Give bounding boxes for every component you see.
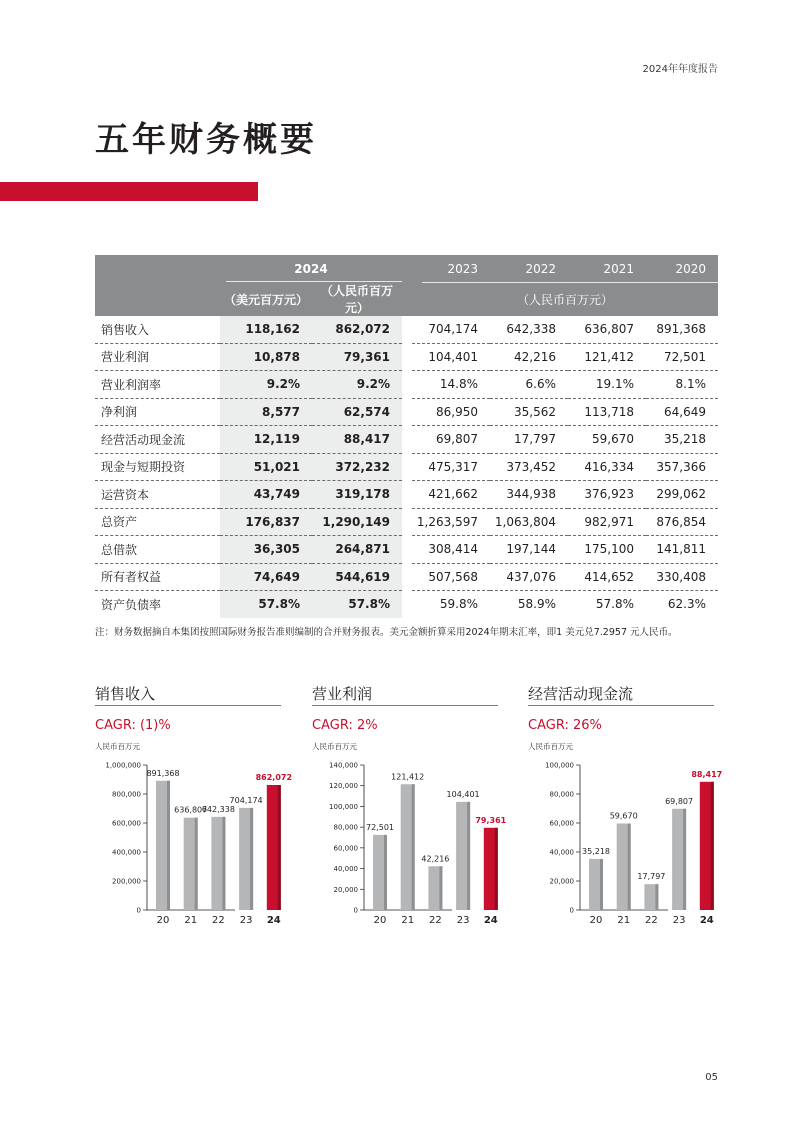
value-2022: 437,076: [490, 563, 568, 591]
chart-unit: 人民币百万元: [528, 742, 573, 751]
y-tick-label: 600,000: [112, 819, 141, 828]
value-2021: 416,334: [568, 453, 646, 481]
header-blank-2: [95, 282, 220, 316]
five-year-financial-table: [95, 255, 718, 618]
header-blank: [95, 255, 220, 282]
value-2021: 636,807: [568, 316, 646, 343]
y-tick-label: 400,000: [112, 848, 141, 857]
row-label: 运营资本: [95, 481, 220, 509]
bar-shade: [384, 835, 387, 910]
row-label: 营业利润: [95, 343, 220, 371]
y-tick-label: 100,000: [329, 802, 358, 811]
chart-cagr: CAGR: (1)%: [95, 718, 171, 733]
value-2023: 421,662: [412, 481, 490, 509]
data-label: 121,412: [391, 772, 425, 782]
value-2021: 57.8%: [595, 597, 634, 612]
value-2022: 1,063,804: [490, 508, 568, 536]
bar-shade: [250, 808, 253, 910]
table-row: [95, 316, 718, 343]
value-2024-usd: 43,749: [220, 481, 312, 509]
value-2020: 8.1%: [646, 371, 718, 399]
data-label: 642,338: [201, 804, 235, 814]
header-gap-2: [402, 282, 412, 316]
bar-shade: [412, 784, 415, 910]
value-2024-usd: 10,878: [220, 343, 312, 371]
gap: [402, 481, 412, 509]
value-2022: 197,144: [490, 536, 568, 564]
y-tick-label: 200,000: [112, 877, 141, 886]
data-label: 17,797: [637, 872, 666, 882]
value-2024-rmb: 544,619: [312, 563, 402, 591]
value-2020: 141,811: [646, 536, 718, 564]
row-label: 资产负债率: [101, 597, 162, 612]
x-tick-label: 24: [699, 915, 714, 926]
y-tick-label: 20,000: [333, 885, 358, 894]
value-2024-usd: 51,021: [220, 453, 312, 481]
chart-title: 销售收入: [95, 685, 156, 703]
data-label: 636,807: [174, 805, 208, 815]
data-label: 862,072: [255, 772, 293, 782]
gap: [402, 343, 412, 371]
y-tick-label: 80,000: [333, 823, 358, 832]
y-tick-label: 80,000: [549, 790, 574, 799]
value-2024-rmb: 372,232: [312, 453, 402, 481]
gap: [402, 591, 412, 618]
bar-shade: [195, 818, 198, 910]
data-label: 704,174: [229, 795, 263, 805]
value-2020: 330,408: [646, 563, 718, 591]
bar-shade: [600, 859, 603, 910]
value-2024-usd: 74,649: [220, 563, 312, 591]
value-2024-usd: 57.8%: [220, 591, 312, 618]
table-row: [95, 426, 718, 454]
chart-divider: [312, 705, 498, 706]
y-tick-label: 100,000: [545, 761, 574, 770]
value-2023: 104,401: [412, 343, 490, 371]
header-gap: [402, 255, 412, 282]
chart-cagr: CAGR: 2%: [312, 718, 378, 733]
value-2022: 58.9%: [517, 597, 556, 612]
bar-shade: [711, 782, 714, 910]
row-label: 所有者权益: [95, 563, 220, 591]
value-2024-usd: 118,162: [220, 316, 312, 343]
data-label: 88,417: [691, 769, 723, 779]
value-2021: 59,670: [568, 426, 646, 454]
col-header-2021: 2021: [568, 255, 646, 282]
col-header-2020: 2020: [646, 255, 718, 282]
col-header-2022: 2022: [490, 255, 568, 282]
value-2024-rmb: 62,574: [312, 398, 402, 426]
chart-operating-profit: [312, 683, 507, 926]
value-2024-usd: 8,577: [220, 398, 312, 426]
unit-rmb-other-years: （人民币百万元）: [412, 282, 718, 316]
value-2020: 35,218: [646, 426, 718, 454]
chart-operating-cash-flow: [528, 683, 723, 926]
value-2021: 376,923: [568, 481, 646, 509]
value-2020: 72,501: [646, 343, 718, 371]
chart-plot: [95, 753, 293, 933]
value-2024-usd: 9.2%: [220, 371, 312, 399]
chart-title: 营业利润: [312, 685, 373, 703]
value-2022: 17,797: [490, 426, 568, 454]
gap: [402, 426, 412, 454]
y-tick-label: 1,000,000: [105, 761, 141, 770]
data-label: 104,401: [446, 789, 480, 799]
bar-shade: [628, 823, 631, 910]
y-tick-label: 0: [353, 906, 358, 915]
y-tick-label: 120,000: [329, 782, 358, 791]
x-tick-label: 23: [672, 915, 686, 926]
y-tick-label: 60,000: [549, 819, 574, 828]
value-2022: 6.6%: [490, 371, 568, 399]
table-row: [95, 508, 718, 536]
row-label: 营业利润率: [95, 371, 220, 399]
bar-shade: [167, 781, 170, 910]
value-2021: 175,100: [568, 536, 646, 564]
gap: [402, 453, 412, 481]
chart-sales-revenue: [95, 683, 293, 926]
gap: [402, 316, 412, 343]
value-2020: 299,062: [646, 481, 718, 509]
row-label: 总借款: [95, 536, 220, 564]
gap: [402, 536, 412, 564]
unit-rmb: （人民币百万元）: [312, 282, 402, 316]
row-label: 经营活动现金流: [95, 426, 220, 454]
value-2024-rmb: 264,871: [312, 536, 402, 564]
row-label: 总资产: [95, 508, 220, 536]
value-2021: 19.1%: [568, 371, 646, 399]
value-2024-rmb: 88,417: [312, 426, 402, 454]
value-2021: 414,652: [568, 563, 646, 591]
x-tick-label: 23: [239, 915, 253, 926]
chart-title: 经营活动现金流: [528, 685, 634, 703]
chart-plot: [312, 753, 507, 933]
bar-shade: [439, 866, 442, 910]
chart-unit: 人民币百万元: [95, 742, 140, 751]
value-2024-rmb: 862,072: [312, 316, 402, 343]
bar-shade: [495, 828, 498, 910]
value-2022: 373,452: [490, 453, 568, 481]
x-tick-label: 24: [266, 915, 281, 926]
gap: [402, 398, 412, 426]
data-label: 72,501: [366, 822, 394, 832]
value-2024-rmb: 319,178: [312, 481, 402, 509]
value-2022: 35,562: [490, 398, 568, 426]
table-row: [95, 591, 718, 618]
chart-divider: [528, 705, 714, 706]
chart-divider: [95, 705, 281, 706]
value-2024-rmb: 1,290,149: [312, 508, 402, 536]
value-2023: 475,317: [412, 453, 490, 481]
value-2023: 308,414: [412, 536, 490, 564]
y-tick-label: 40,000: [549, 848, 574, 857]
data-label: 69,807: [665, 796, 694, 806]
x-tick-label: 20: [373, 915, 387, 926]
value-2024-rmb: 9.2%: [312, 371, 402, 399]
value-2024-usd: 36,305: [220, 536, 312, 564]
value-2024-rmb: 79,361: [312, 343, 402, 371]
page-title: 五年财务概要: [95, 120, 317, 160]
value-2023: 1,263,597: [412, 508, 490, 536]
footnote: 注：财务数据摘自本集团按照国际财务报告准则编制的合并财务报表。美元金额折算采用2024年期末汇率，即1 美元兑7.2957 元人民币。: [95, 627, 678, 638]
value-2021: 121,412: [568, 343, 646, 371]
chart-unit: 人民币百万元: [312, 742, 357, 751]
y-tick-label: 800,000: [112, 790, 141, 799]
value-2024-usd: 176,837: [220, 508, 312, 536]
gap: [402, 371, 412, 399]
bar-shade: [278, 785, 281, 910]
table-row: [95, 343, 718, 371]
gap: [402, 508, 412, 536]
row-label: 现金与短期投资: [95, 453, 220, 481]
value-2023: 704,174: [412, 316, 490, 343]
unit-usd: （美元百万元）: [220, 282, 312, 316]
y-tick-label: 0: [136, 906, 141, 915]
x-tick-label: 20: [156, 915, 170, 926]
value-2024-usd: 12,119: [220, 426, 312, 454]
value-2020: 357,366: [646, 453, 718, 481]
col-header-2023: 2023: [412, 255, 490, 282]
value-2023: 69,807: [412, 426, 490, 454]
chart-cagr: CAGR: 26%: [528, 718, 602, 733]
y-tick-label: 40,000: [333, 865, 358, 874]
value-2022: 42,216: [490, 343, 568, 371]
title-accent-band: [0, 182, 258, 201]
value-2023: 507,568: [412, 563, 490, 591]
bar-shade: [683, 809, 686, 910]
value-2024-rmb: 57.8%: [312, 591, 402, 618]
data-label: 35,218: [582, 846, 610, 856]
y-tick-label: 60,000: [333, 844, 358, 853]
data-label: 891,368: [146, 768, 180, 778]
value-2023: 86,950: [412, 398, 490, 426]
row-label: 净利润: [95, 398, 220, 426]
y-tick-label: 0: [569, 906, 574, 915]
x-tick-label: 21: [401, 915, 415, 926]
x-tick-label: 23: [456, 915, 470, 926]
chart-plot: [528, 753, 723, 933]
data-label: 59,670: [609, 811, 638, 821]
data-label: 79,361: [475, 815, 507, 825]
table-row: [95, 536, 718, 564]
y-tick-label: 140,000: [329, 761, 358, 770]
table-row: [95, 371, 718, 399]
page-number: 05: [705, 1072, 718, 1083]
value-2020: 891,368: [646, 316, 718, 343]
bar-shade: [222, 817, 225, 910]
x-tick-label: 22: [429, 915, 442, 926]
bar-shade: [467, 802, 470, 910]
bar-shade: [655, 884, 658, 910]
value-2022: 642,338: [490, 316, 568, 343]
value-2021: 113,718: [568, 398, 646, 426]
table-row: [95, 398, 718, 426]
gap: [402, 563, 412, 591]
value-2021: 982,971: [568, 508, 646, 536]
value-2023: 14.8%: [412, 371, 490, 399]
data-label: 42,216: [421, 854, 450, 864]
value-2022: 344,938: [490, 481, 568, 509]
x-tick-label: 20: [589, 915, 603, 926]
col-header-2024: 2024: [220, 255, 402, 282]
x-tick-label: 24: [483, 915, 498, 926]
report-label: 2024年年度报告: [642, 64, 718, 75]
table-row: [95, 481, 718, 509]
x-tick-label: 22: [645, 915, 658, 926]
x-tick-label: 21: [184, 915, 198, 926]
x-tick-label: 22: [212, 915, 225, 926]
value-2023: 59.8%: [439, 597, 478, 612]
x-tick-label: 21: [617, 915, 631, 926]
value-2020: 64,649: [646, 398, 718, 426]
y-tick-label: 20,000: [549, 877, 574, 886]
value-2020: 62.3%: [667, 597, 706, 612]
table-row: [95, 453, 718, 481]
row-label: 销售收入: [95, 316, 220, 343]
value-2020: 876,854: [646, 508, 718, 536]
table-row: [95, 563, 718, 591]
